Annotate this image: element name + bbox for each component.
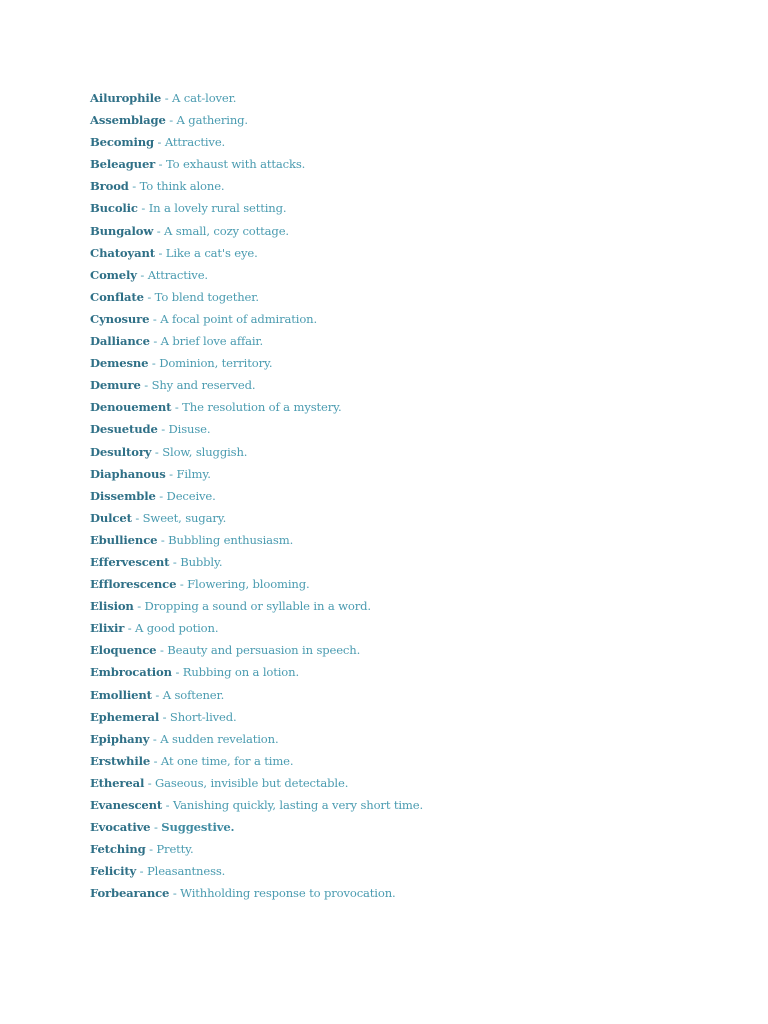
list-item (90, 639, 730, 661)
entry-definition: Suggestive. (161, 820, 235, 835)
entry-separator: - (154, 245, 166, 260)
list-item (90, 418, 730, 440)
entry-term: Becoming (90, 135, 154, 150)
entry-term: Forbearance (90, 886, 170, 901)
list-item (90, 529, 730, 551)
entry-term: Ebullience (90, 532, 158, 547)
entry-separator: - (149, 311, 161, 326)
entry-definition: Sweet, sugary. (142, 510, 227, 525)
entry-definition: A focal point of admiration. (160, 311, 318, 326)
list-item (90, 860, 730, 882)
entry-separator: - (162, 798, 173, 812)
entry-term: Effervescent (90, 554, 170, 569)
entry-term: Bucolic (90, 201, 138, 216)
entry-definition: Shy and reserved. (151, 378, 256, 393)
entry-separator: - (159, 709, 170, 724)
entry-separator: - (153, 223, 165, 238)
list-item (90, 551, 730, 573)
entry-separator: - (161, 91, 172, 105)
entry-definition: To think alone. (139, 179, 225, 194)
entry-term: Elision (90, 599, 134, 614)
entry-term: Ephemeral (90, 709, 160, 724)
entry-definition: A small, cozy cottage. (164, 223, 289, 238)
list-item (90, 661, 730, 683)
list-item (90, 706, 730, 728)
entry-definition: Like a cat's eye. (165, 245, 258, 260)
entry-definition: Bubbling enthusiasm. (168, 532, 294, 547)
entry-term: Cynosure (90, 311, 150, 326)
list-item (90, 750, 730, 772)
entry-separator: - (155, 488, 167, 503)
entry-term: Efflorescence (90, 577, 177, 592)
list-item (90, 684, 730, 706)
entry-separator: - (157, 532, 169, 547)
list-item (90, 175, 730, 197)
entry-term: Dalliance (90, 334, 150, 349)
entry-definition: Rubbing on a lotion. (182, 665, 299, 680)
list-item (90, 507, 730, 529)
list-item (90, 772, 730, 794)
entry-term: Demure (90, 378, 141, 393)
entry-term: Fetching (90, 842, 146, 857)
entry-separator: - (151, 687, 163, 702)
entry-separator: - (165, 113, 177, 128)
entry-term: Elixir (90, 621, 125, 636)
list-item (90, 374, 730, 396)
entry-definition: A softener. (162, 687, 225, 702)
list-item (90, 816, 730, 838)
list-item (90, 573, 730, 595)
entry-term: Erstwhile (90, 753, 151, 768)
entry-separator: - (136, 267, 148, 282)
list-item (90, 264, 730, 286)
entry-definition: To blend together. (154, 289, 259, 304)
list-item (90, 131, 730, 153)
entry-separator: - (151, 444, 163, 459)
list-item (90, 595, 730, 617)
entry-separator: - (150, 753, 161, 768)
entry-definition: A gathering. (176, 113, 248, 128)
entry-term: Comely (90, 267, 137, 282)
entry-definition: Attractive. (164, 135, 226, 150)
entry-term: Chatoyant (90, 245, 155, 260)
entry-definition: Vanishing quickly, lasting a very short time. (172, 798, 424, 812)
entry-separator: - (149, 731, 161, 746)
entry-definition: Pretty. (156, 842, 194, 857)
entry-definition: Bubbly. (180, 554, 223, 569)
entry-definition: Deceive. (166, 488, 216, 503)
entry-separator: - (157, 422, 169, 437)
entry-separator: - (176, 577, 188, 592)
entry-term: Epiphany (90, 731, 150, 746)
list-item (90, 838, 730, 860)
entry-term: Dissemble (90, 488, 156, 503)
entry-definition: Beauty and persuasion in speech. (167, 643, 361, 658)
word-definition-list (90, 87, 730, 904)
entry-term: Eloquence (90, 643, 157, 658)
entry-term: Desuetude (90, 422, 158, 437)
entry-separator: - (153, 135, 165, 150)
entry-definition: In a lovely rural setting. (148, 201, 287, 216)
entry-definition: Dominion, territory. (159, 356, 273, 371)
list-item (90, 485, 730, 507)
entry-separator: - (124, 621, 136, 636)
list-item (90, 352, 730, 374)
entry-term: Evocative (90, 820, 151, 835)
entry-term: Brood (90, 179, 129, 194)
entry-term: Evanescent (90, 798, 163, 812)
entry-definition: Dropping a sound or syllable in a word. (144, 599, 371, 614)
entry-separator: - (156, 643, 168, 658)
entry-definition: A brief love affair. (160, 334, 264, 349)
entry-definition: Disuse. (168, 422, 211, 437)
entry-separator: - (171, 400, 183, 415)
entry-term: Conflate (90, 289, 144, 304)
list-item (90, 882, 730, 904)
entry-separator: - (137, 201, 149, 216)
entry-term: Assemblage (90, 113, 166, 128)
entry-term: Emollient (90, 687, 152, 702)
list-item (90, 197, 730, 219)
entry-definition: Withholding response to provocation. (180, 886, 396, 901)
entry-definition: Gaseous, invisible but detectable. (155, 775, 349, 790)
entry-definition: Short-lived. (169, 709, 237, 724)
list-item (90, 242, 730, 264)
entry-separator: - (128, 179, 140, 194)
entry-definition: Pleasantness. (146, 864, 226, 879)
entry-separator: - (143, 289, 155, 304)
entry-separator: - (131, 510, 143, 525)
entry-separator: - (145, 842, 157, 857)
list-item (90, 153, 730, 175)
list-item (90, 396, 730, 418)
entry-definition: At one time, for a time. (160, 753, 294, 768)
entry-term: Denouement (90, 400, 172, 415)
list-item (90, 463, 730, 485)
entry-term: Bungalow (90, 223, 154, 238)
entry-separator: - (136, 864, 147, 879)
list-item (90, 441, 730, 463)
list-item (90, 220, 730, 242)
list-item (90, 308, 730, 330)
entry-term: Dulcet (90, 510, 132, 525)
entry-separator: - (165, 466, 177, 481)
entry-term: Desultory (90, 444, 152, 459)
entry-definition: Filmy. (176, 466, 211, 481)
list-item (90, 87, 730, 109)
list-item (90, 109, 730, 131)
list-item (90, 617, 730, 639)
entry-separator: - (148, 356, 160, 371)
entry-separator: - (155, 157, 166, 172)
entry-separator: - (149, 334, 161, 349)
entry-separator: - (140, 378, 152, 393)
entry-definition: A cat-lover. (172, 91, 237, 105)
list-item (90, 794, 730, 816)
entry-definition: A sudden revelation. (160, 731, 279, 746)
entry-definition: A good potion. (135, 621, 219, 636)
entry-separator: - (171, 665, 183, 680)
entry-separator: - (169, 886, 181, 901)
list-item (90, 728, 730, 750)
entry-separator: - (133, 599, 145, 614)
entry-definition: Slow, sluggish. (162, 444, 248, 459)
entry-term: Demesne (90, 356, 149, 371)
entry-separator: - (169, 554, 181, 569)
entry-separator: - (150, 820, 162, 835)
entry-term: Diaphanous (90, 466, 166, 481)
entry-term: Embrocation (90, 665, 172, 680)
entry-definition: Attractive. (147, 267, 208, 282)
entry-definition: Flowering, blooming. (187, 577, 310, 592)
entry-definition: To exhaust with attacks. (165, 157, 306, 172)
entry-term: Felicity (90, 864, 137, 879)
entry-definition: The resolution of a mystery. (182, 400, 342, 415)
entry-term: Beleaguer (90, 157, 156, 172)
entry-separator: - (144, 775, 156, 790)
list-item (90, 286, 730, 308)
list-item (90, 330, 730, 352)
entry-term: Ailurophile (90, 91, 162, 105)
entry-term: Ethereal (90, 775, 145, 790)
